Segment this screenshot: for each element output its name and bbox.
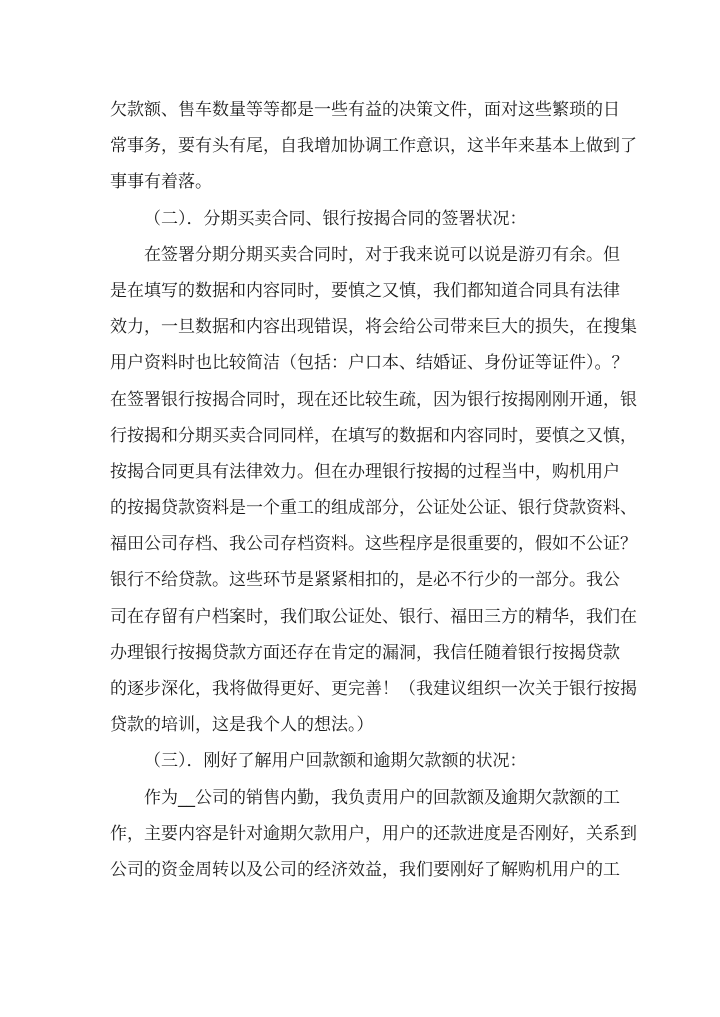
text-line: 常事务，要有头有尾，自我增加协调工作意识，这半年来基本上做到了 — [110, 136, 637, 157]
section-heading: （三）．刚好了解用户回款额和逾期欠款额的状况： — [144, 751, 527, 772]
section-heading: （二）．分期买卖合同、银行按揭合同的签署状况： — [144, 208, 527, 229]
text-line: 公司的资金周转以及公司的经济效益，我们要刚好了解购机用户的工 — [110, 859, 620, 880]
document-body — [110, 92, 637, 888]
text-line: 福田公司存档、我公司存档资料。这些程序是很重要的，假如不公证？ — [110, 534, 637, 555]
text-line: 是在填写的数据和内容同时，要慎之又慎，我们都知道合同具有法律 — [110, 280, 620, 301]
text-line: 效力，一旦数据和内容出现错误，将会给公司带来巨大的损失，在搜集 — [110, 317, 637, 338]
text-line: 在签署银行按揭合同时，现在还比较生疏，因为银行按揭刚刚开通，银 — [110, 389, 637, 410]
text-line: 在签署分期分期买卖合同时，对于我来说可以说是游刃有余。但 — [144, 244, 620, 265]
text-line: 作为__公司的销售内勤，我负责用户的回款额及逾期欠款额的工 — [144, 787, 620, 808]
text-line: 的逐步深化，我将做得更好、更完善！（我建议组织一次关于银行按揭 — [110, 679, 637, 699]
text-line: 银行不给贷款。这些环节是紧紧相扣的，是必不行少的一部分。我公 — [110, 570, 620, 591]
text-line: 欠款额、售车数量等等都是一些有益的决策文件，面对这些繁琐的日 — [110, 100, 620, 120]
text-line: 行按揭和分期买卖合同同样，在填写的数据和内容同时，要慎之又慎， — [110, 425, 637, 446]
text-line: 贷款的培训，这是我个人的想法。） — [110, 715, 374, 736]
text-line: 事事有着落。 — [110, 172, 212, 193]
text-line: 司在存留有户档案时，我们取公证处、银行、福田三方的精华，我们在 — [110, 606, 637, 627]
text-line: 用户资料时也比较简洁（包括：户口本、结婚证、身份证等证件）。？ — [110, 353, 629, 374]
text-line: 按揭合同更具有法律效力。但在办理银行按揭的过程当中，购机用户 — [110, 461, 620, 482]
text-line: 办理银行按揭贷款方面还存在肯定的漏洞，我信任随着银行按揭贷款 — [110, 642, 620, 663]
text-line: 的按揭贷款资料是一个重工的组成部分，公证处公证、银行贷款资料、 — [110, 498, 637, 519]
text-line: 作，主要内容是针对逾期欠款用户，用户的还款进度是否刚好，关系到 — [110, 823, 637, 844]
